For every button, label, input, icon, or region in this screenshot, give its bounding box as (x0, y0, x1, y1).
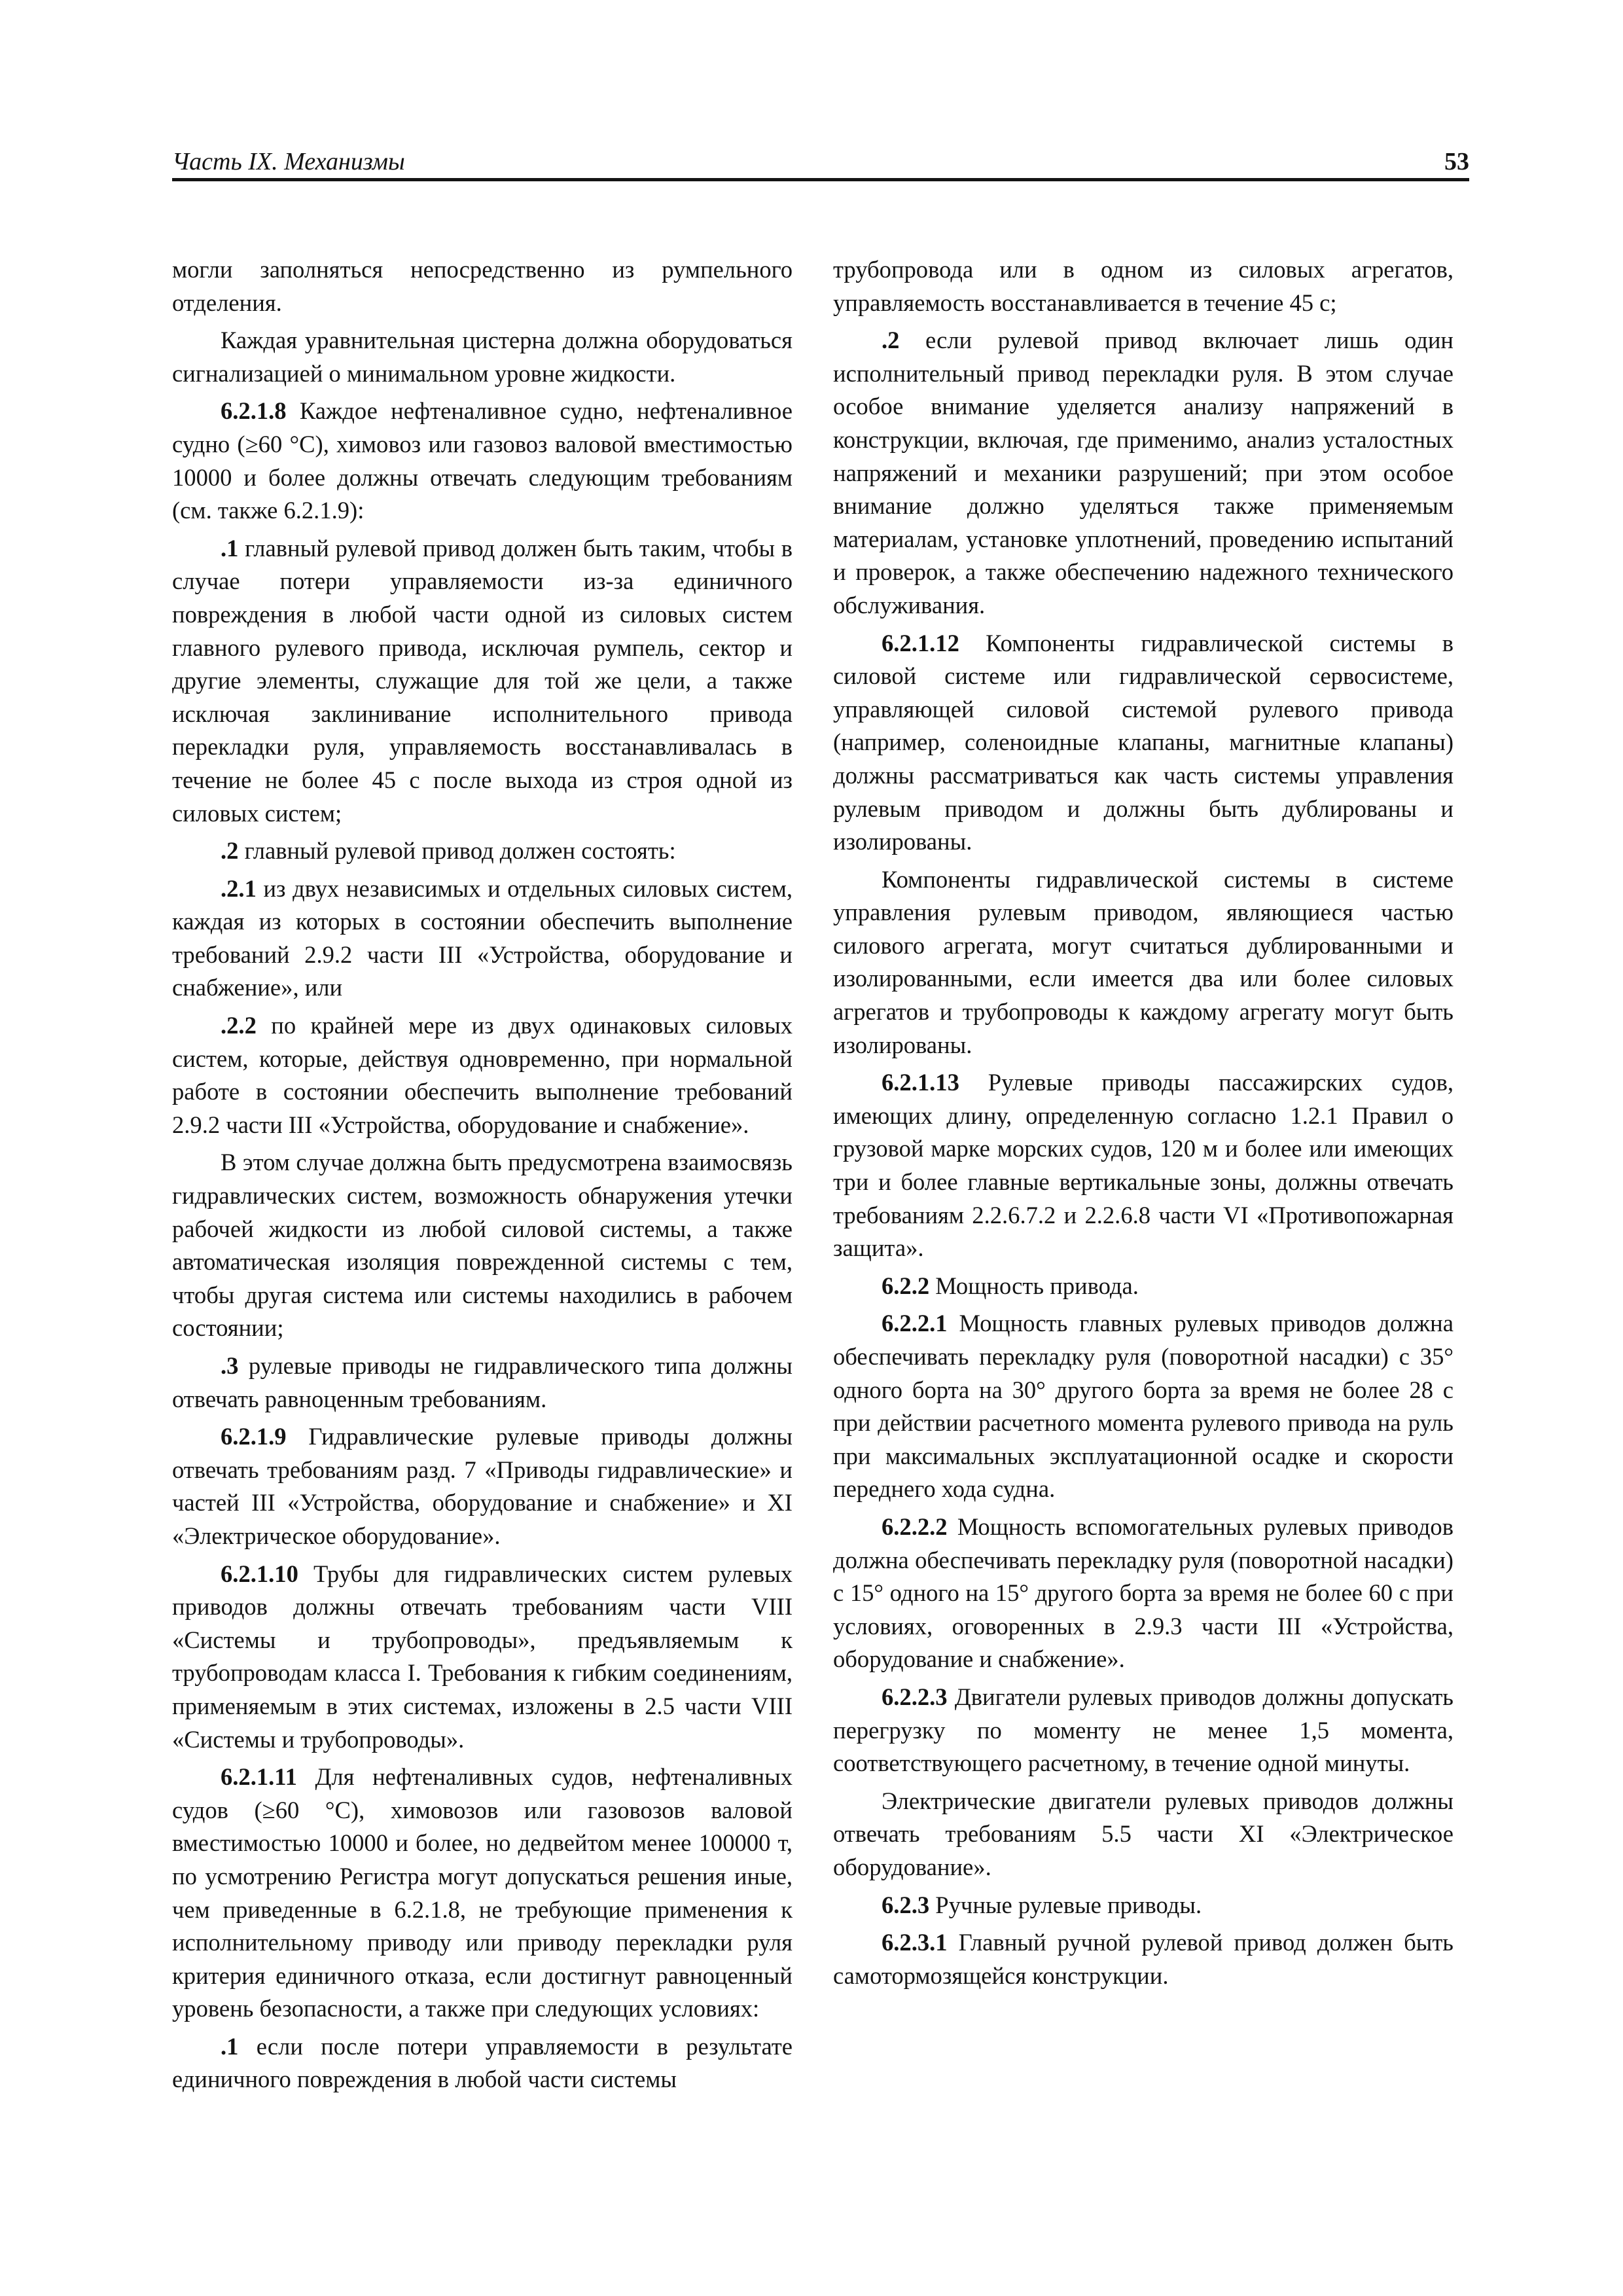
clause-number: 6.2.3.1 (882, 1929, 948, 1956)
paragraph-text: Мощность привода. (929, 1272, 1139, 1299)
paragraph (833, 253, 1454, 319)
paragraph (833, 1889, 1454, 1922)
paragraph (833, 324, 1454, 622)
clause-number: 6.2.1.10 (221, 1560, 298, 1587)
paragraph-text: Каждая уравнительная цистерна должна оборудоваться сигнализацией о минимальном уровне жидкости. (172, 327, 793, 387)
paragraph (833, 1066, 1454, 1265)
clause-number: 6.2.1.8 (221, 397, 287, 425)
clause-number: 6.2.1.13 (882, 1069, 959, 1096)
paragraph (172, 1761, 793, 2026)
paragraph-text: Ручные рулевые приводы. (929, 1891, 1202, 1918)
paragraph-text: Каждое нефтеналивное судно, нефтеналивное судно (≥60 °С), химовоз или газовоз валовой вместимостью 10000 и более должны отвечать следующим требованиям (см. также 6.2.1.9): (172, 397, 793, 524)
left-column (172, 253, 793, 2101)
clause-number: .2.1 (221, 874, 257, 902)
paragraph-text: главный рулевой привод должен состоять: (238, 837, 676, 865)
clause-number: 6.2.2 (882, 1272, 930, 1299)
running-header (172, 145, 1469, 179)
paragraph-text: Мощность вспомогательных рулевых приводов должна обеспечивать перекладку руля (поворотной насадки) с 15° одного на 15° другого борта за время не более 60 с при условиях, оговоренных в 2.9.3 части III «Устройства, оборудование и снабжение». (833, 1513, 1454, 1673)
paragraph (172, 834, 793, 868)
paragraph-text: из двух независимых и отдельных силовых систем, каждая из которых в состоянии обеспечить выполнение требований 2.9.2 части III «Устройства, оборудование и снабжение», или (172, 874, 793, 1001)
clause-number: 6.2.1.9 (221, 1423, 287, 1450)
part-title: Часть IX. Механизмы (172, 148, 405, 175)
paragraph (833, 1270, 1454, 1303)
page-number: 53 (1444, 148, 1469, 175)
paragraph-text: Рулевые приводы пассажирских судов, имеющих длину, определенную согласно 1.2.1 Правил о грузовой марке морских судов, 120 м и более или имеющих три и более главные вертикальные зоны, должны отвечать требованиям 2.2.6.7.2 и 2.2.6.8 части VI «Противопожарная защита». (833, 1069, 1454, 1262)
header-rule (172, 178, 1469, 181)
clause-number: .2 (221, 837, 239, 865)
paragraph (172, 2030, 793, 2096)
paragraph (833, 1307, 1454, 1506)
paragraph (833, 863, 1454, 1062)
paragraph (172, 1558, 793, 1757)
clause-number: 6.2.1.12 (882, 629, 959, 656)
clause-number: .1 (221, 2032, 239, 2060)
paragraph-text: Мощность главных рулевых приводов должна обеспечивать перекладку руля (поворотной насадки) с 35° одного борта на 30° другого борта за время не более 28 с при действии расчетного момента рулевого привода на руль при максимальных эксплуатационной осадке и скорости переднего хода судна. (833, 1310, 1454, 1503)
clause-number: .2.2 (221, 1012, 257, 1039)
paragraph-text: Главный ручной рулевой привод должен быть самотормозящейся конструкции. (833, 1929, 1454, 1989)
paragraph-text: Двигатели рулевых приводов должны допускать перегрузку по моменту не менее 1,5 момента, соответствующего расчетному, в течение одной минуты. (833, 1683, 1454, 1777)
paragraph-text: В этом случае должна быть предусмотрена взаимосвязь гидравлических систем, возможность обнаружения утечки рабочей жидкости из любой силовой системы, а также автоматическая изоляция поврежденной системы с тем, чтобы другая система или системы находились в рабочем состоянии; (172, 1149, 793, 1342)
paragraph (172, 1350, 793, 1416)
paragraph-text: Гидравлические рулевые приводы должны отвечать требованиям разд. 7 «Приводы гидравлические» и частей III «Устройства, оборудование и снабжение» и XI «Электрическое оборудование». (172, 1423, 793, 1549)
clause-number: 6.2.1.11 (221, 1763, 297, 1791)
paragraph (833, 1926, 1454, 1992)
paragraph (833, 1511, 1454, 1676)
paragraph-text: если после потери управляемости в результате единичного повреждения в любой части системы (172, 2032, 793, 2093)
paragraph-text: по крайней мере из двух одинаковых силовых систем, которые, действуя одновременно, при нормальной работе в состоянии обеспечить выполнение требований 2.9.2 части III «Устройства, оборудование и снабжение». (172, 1012, 793, 1138)
paragraph (172, 1009, 793, 1141)
paragraph-text: рулевые приводы не гидравлического типа должны отвечать равноценным требованиям. (172, 1352, 793, 1412)
paragraph-text: трубопровода или в одном из силовых агрегатов, управляемость восстанавливается в течение 45 с; (833, 256, 1454, 316)
paragraph (172, 253, 793, 319)
paragraph-text: главный рулевой привод должен быть таким, чтобы в случае потери управляемости из-за единичного повреждения в любой части одной из силовых систем главного рулевого привода, исключая румпель, сектор и другие элементы, служащие для той же цели, а также исключая заклинивание исполнительного привода перекладки руля, управляемость восстанавливалась в течение не более 45 с после выхода из строя одной из силовых систем; (172, 534, 793, 827)
clause-number: 6.2.2.2 (882, 1513, 948, 1540)
paragraph-text: Электрические двигатели рулевых приводов должны отвечать требованиям 5.5 части XI «Электрическое оборудование». (833, 1787, 1454, 1880)
right-column (833, 253, 1454, 1997)
clause-number: 6.2.3 (882, 1891, 930, 1918)
paragraph-text: Для нефтеналивных судов, нефтеналивных судов (≥60 °С), химовозов или газовозов валовой вместимостью 10000 и более, но дедвейтом менее 100000 т, по усмотрению Регистра могут допускаться решения иные, чем приведенные в 6.2.1.8, не требующие применения к исполнительному приводу или приводу перекладки руля критерия единичного отказа, если достигнут равноценный уровень безопасности, а также при следующих условиях: (172, 1763, 793, 2022)
paragraph-text: Трубы для гидравлических систем рулевых приводов должны отвечать требованиям части VIII «Системы и трубопроводы», предъявляемым к трубопроводам класса I. Требования к гибким соединениям, применяемым в этих системах, изложены в 2.5 части VIII «Системы и трубопроводы». (172, 1560, 793, 1753)
paragraph-text: Компоненты гидравлической системы в силовой системе или гидравлической сервосистеме, управляющей силовой системой рулевого привода (например, соленоидные клапаны, магнитные клапаны) должны рассматриваться как часть системы управления рулевым приводом и должны быть дублированы и изолированы. (833, 629, 1454, 855)
paragraph (172, 1146, 793, 1345)
paragraph (172, 872, 793, 1005)
paragraph (833, 627, 1454, 859)
paragraph (172, 324, 793, 390)
paragraph-text: Компоненты гидравлической системы в системе управления рулевым приводом, являющиеся частью силового агрегата, могут считаться дублированными и изолированными, если имеется два или более силовых агрегатов и трубопроводы к каждому агрегату могут быть изолированы. (833, 865, 1454, 1058)
paragraph (172, 532, 793, 830)
clause-number: 6.2.2.3 (882, 1683, 948, 1710)
clause-number: .3 (221, 1352, 239, 1379)
clause-number: .1 (221, 534, 239, 562)
clause-number: .2 (882, 327, 900, 354)
clause-number: 6.2.2.1 (882, 1310, 948, 1337)
paragraph-text: если рулевой привод включает лишь один исполнительный привод перекладки руля. В этом случае особое внимание уделяется анализу напряжений в конструкции, включая, где применимо, анализ усталостных напряжений и механики разрушений; при этом особое внимание должно уделяться также применяемым материалам, установке уплотнений, проведению испытаний и проверок, а также обеспечению надежного технического обслуживания. (833, 327, 1454, 619)
paragraph (833, 1681, 1454, 1780)
paragraph (172, 395, 793, 527)
paragraph (833, 1785, 1454, 1884)
paragraph (172, 1420, 793, 1552)
paragraph-text: могли заполняться непосредственно из румпельного отделения. (172, 256, 793, 316)
